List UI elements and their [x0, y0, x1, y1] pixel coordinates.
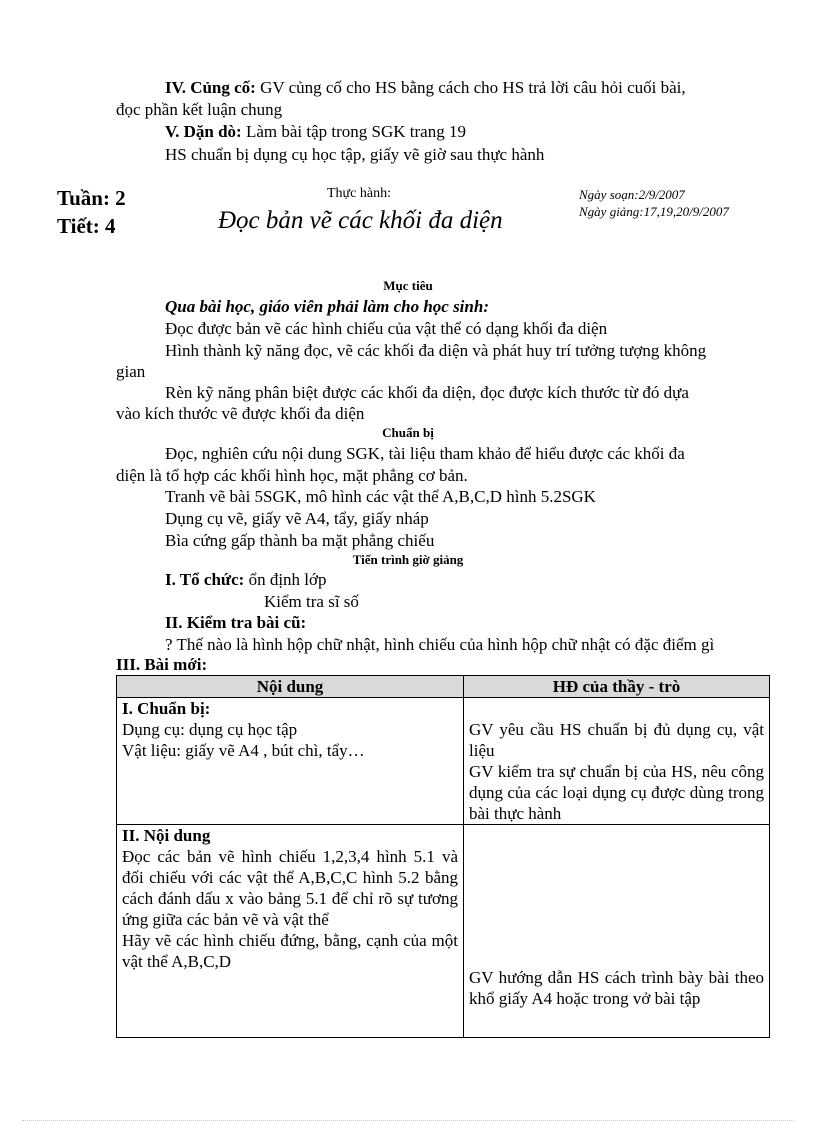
objectives-intro: Qua bài học, giáo viên phải làm cho học sinh: — [165, 297, 489, 316]
organization-text: ổn định lớp — [244, 570, 327, 589]
content-paragraph: Hãy vẽ các hình chiếu đứng, bằng, cạnh của một vật thể A,B,C,D — [122, 931, 458, 971]
organization-line — [165, 569, 327, 590]
spacer — [469, 825, 764, 967]
spacer — [469, 698, 764, 719]
content-cell-preparation — [117, 698, 464, 825]
objective-1: Đọc được bản vẽ các hình chiếu của vật thể có dạng khối đa diện — [165, 319, 608, 338]
procedure-heading: Tiến trình giờ giảng — [352, 552, 464, 567]
date-taught: Ngày giảng:17,19,20/9/2007 — [579, 204, 729, 219]
preparation-1: Đọc, nghiên cứu nội dung SGK, tài liệu tham khảo để hiểu được các khối đa — [165, 444, 685, 463]
tools-line: Dụng cụ: dụng cụ học tập — [122, 720, 298, 739]
homework-line — [165, 121, 466, 142]
new-lesson-label: III. Bài mới: — [116, 655, 208, 674]
consolidation-text-continued: đọc phần kết luận chung — [116, 100, 283, 119]
section-title: I. Chuẩn bị: — [122, 699, 211, 718]
preparation-1-continued: diện là tổ hợp các khối hình học, mặt phẳng cơ bản. — [116, 466, 468, 485]
activity-cell-main — [464, 825, 770, 1038]
consolidation-line — [165, 77, 686, 98]
lesson-table — [116, 675, 770, 1038]
homework-text-2: HS chuẩn bị dụng cụ học tập, giấy vẽ giờ sau thực hành — [165, 145, 545, 164]
objective-2: Hình thành kỹ năng đọc, vẽ các khối đa diện và phát huy trí tưởng tượng không — [165, 341, 707, 360]
consolidation-label: IV. Củng cố: — [165, 78, 256, 97]
preparation-3: Dụng cụ vẽ, giấy vẽ A4, tẩy, giấy nháp — [165, 509, 429, 528]
activity-text: GV yêu cầu HS chuẩn bị đủ dụng cụ, vật liệu — [469, 720, 764, 760]
section-title: II. Nội dung — [122, 826, 211, 845]
preparation-4: Bìa cứng gấp thành ba mặt phẳng chiếu — [165, 531, 435, 550]
objective-3: Rèn kỹ năng phân biệt được các khối đa diện, đọc được kích thước từ đó dựa — [165, 383, 689, 402]
objective-2-continued: gian — [116, 362, 146, 381]
lesson-title: Đọc bản vẽ các khối đa diện — [218, 207, 503, 234]
preparation-2: Tranh vẽ bài 5SGK, mô hình các vật thể A,B,C,D hình 5.2SGK — [165, 487, 596, 506]
header-activity: HĐ của thầy - trò — [464, 676, 770, 698]
attendance-check: Kiểm tra sĩ số — [264, 592, 359, 611]
date-prepared: Ngày soạn:2/9/2007 — [579, 187, 685, 202]
content-paragraph: Đọc các bản vẽ hình chiếu 1,2,3,4 hình 5.1 và đối chiếu với các vật thể A,B,C,C hình 5.2 bằng cách đánh dấu x vào bảng 5.1 để chỉ rõ sự tương ứng giữa các bản vẽ và vật thể — [122, 847, 458, 929]
content-cell-main — [117, 825, 464, 1038]
preparation-heading: Chuẩn bị — [382, 425, 434, 440]
organization-label: I. Tổ chức: — [165, 570, 245, 589]
consolidation-text: GV củng cố cho HS bằng cách cho HS trả lời câu hỏi cuối bài, — [255, 78, 686, 97]
week-label: Tuần: 2 — [57, 186, 126, 210]
activity-text: GV hướng dẫn HS cách trình bày bài theo khổ giấy A4 hoặc trong vở bài tập — [469, 968, 764, 1008]
table-row — [117, 698, 770, 825]
header-content: Nội dung — [117, 676, 464, 698]
practice-label: Thực hành: — [327, 186, 391, 201]
homework-label: V. Dặn dò: — [165, 122, 242, 141]
homework-text: Làm bài tập trong SGK trang 19 — [241, 122, 466, 141]
period-label: Tiết: 4 — [57, 214, 116, 238]
page-bottom-divider — [22, 1120, 794, 1121]
table-row — [117, 825, 770, 1038]
table-header-row — [117, 676, 770, 698]
old-lesson-check-label: II. Kiểm tra bài cũ: — [165, 613, 307, 632]
materials-line: Vật liệu: giấy vẽ A4 , bút chì, tẩy… — [122, 741, 365, 760]
old-lesson-question: ? Thế nào là hình hộp chữ nhật, hình chiếu của hình hộp chữ nhật có đặc điểm gì — [165, 635, 715, 654]
objectives-heading: Mục tiêu — [383, 278, 433, 293]
activity-text: GV kiểm tra sự chuẩn bị của HS, nêu công dụng của các loại dụng cụ được dùng trong bài thực hành — [469, 762, 764, 823]
objective-3-continued: vào kích thước vẽ được khối đa diện — [116, 404, 365, 423]
activity-cell-preparation — [464, 698, 770, 825]
